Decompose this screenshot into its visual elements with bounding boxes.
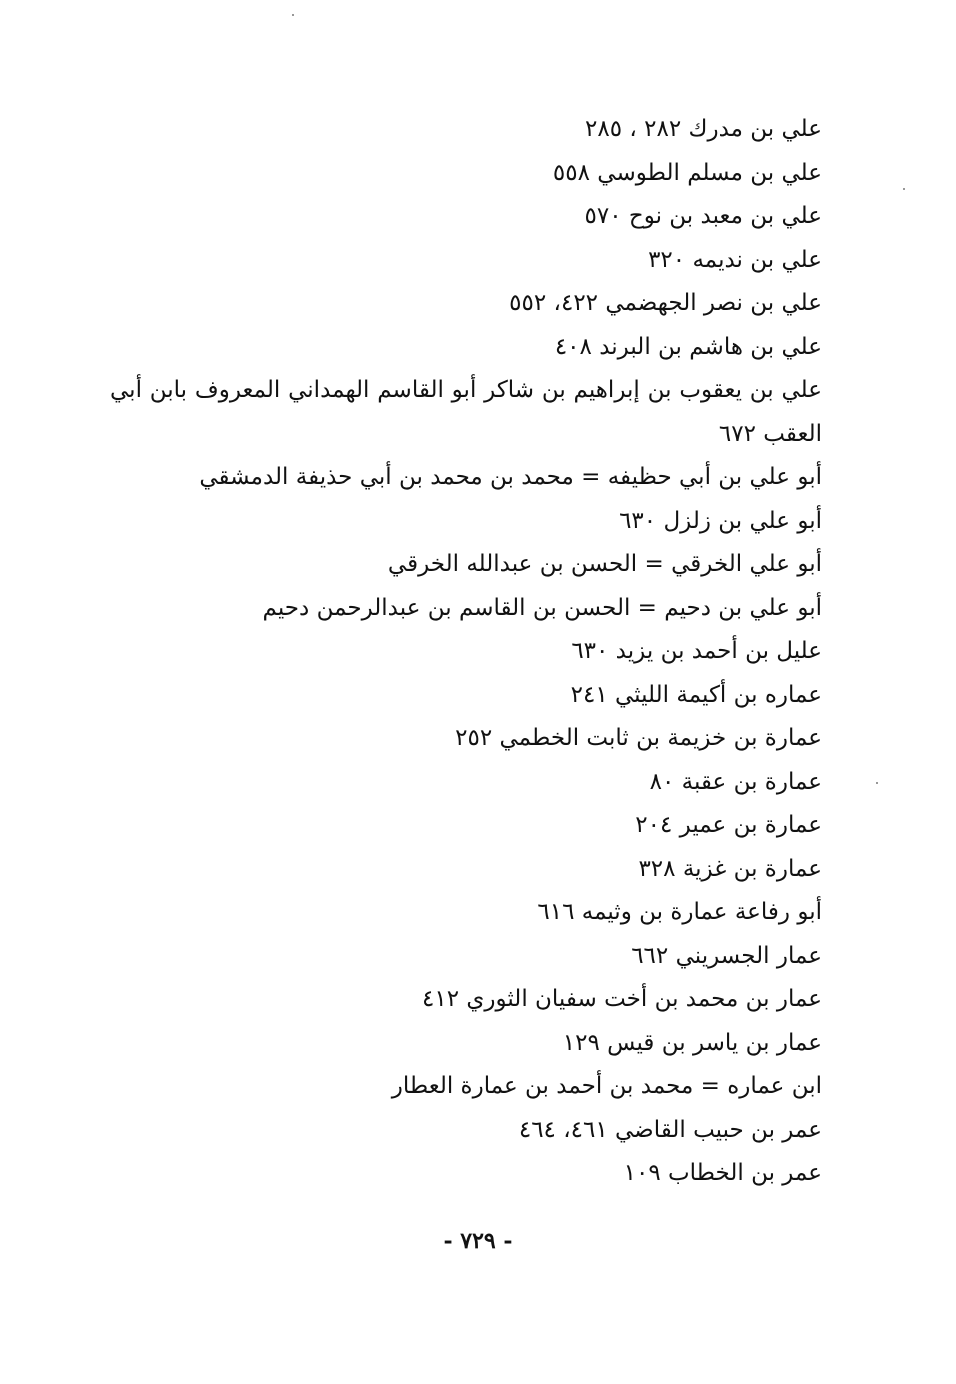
scan-speck [876, 782, 878, 784]
index-entry: أبو علي بن أبي حظيفه = محمد بن محمد بن أبي حذيفة الدمشقي [199, 464, 822, 490]
index-entry: علي بن نصر الجهضمي ٤٢٢، ٥٥٢ [509, 290, 822, 316]
index-entry: أبو علي بن دحيم = الحسن بن القاسم بن عبدالرحمن دحيم [262, 594, 822, 621]
index-entry: عمارة بن عقبة ٨٠ [649, 768, 822, 795]
index-entry-continuation: العقب ٦٧٢ [718, 420, 822, 447]
index-entry: عمارة بن خزيمة بن ثابت الخطمي ٢٥٢ [455, 725, 822, 751]
index-entry: ابن عماره = محمد بن أحمد بن عمارة العطار [391, 1073, 822, 1099]
index-entry: أبو رفاعة عمارة بن وثيمه ٦١٦ [537, 899, 822, 925]
index-entry: عليل بن أحمد بن يزيد ٦٣٠ [571, 638, 822, 664]
index-entry: علي بن معبد بن نوح ٥٧٠ [584, 203, 822, 229]
index-entry: عماره بن أكيمة الليثي ٢٤١ [570, 681, 822, 708]
index-entry: علي بن مدرك ٢٨٢ ، ٢٨٥ [585, 116, 822, 142]
index-entry: أبو علي بن زلزل ٦٣٠ [619, 507, 822, 534]
index-entry: عمار بن ياسر بن قيس ١٢٩ [562, 1029, 822, 1056]
index-entry: أبو علي الخرقي = الحسن بن عبدالله الخرقي [387, 551, 822, 577]
index-entry: علي بن هاشم بن البرند ٤٠٨ [554, 333, 822, 360]
index-entry: عمار الجسريني ٦٦٢ [631, 942, 822, 969]
index-entry-list [110, 108, 822, 1196]
index-entry: عمارة بن غزية ٣٢٨ [638, 855, 822, 882]
index-entry: عمار بن محمد بن أخت سفيان الثوري ٤١٢ [422, 986, 822, 1012]
page-number: - ٧٢٩ - [443, 1228, 513, 1254]
index-entry: عمارة بن عمير ٢٠٤ [635, 812, 822, 838]
scan-speck [292, 14, 294, 16]
index-entry: عمر بن الخطاب ١٠٩ [623, 1160, 822, 1186]
index-entry: عمر بن حبيب القاضي ٤٦١، ٤٦٤ [518, 1116, 822, 1143]
scan-speck [903, 188, 905, 190]
index-entry: علي بن نديمه ٣٢٠ [648, 246, 822, 273]
index-entry: علي بن يعقوب بن إبراهيم بن شاكر أبو القاسم الهمداني المعروف بابن أبي [110, 377, 822, 403]
index-entry: علي بن مسلم الطوسي ٥٥٨ [552, 159, 822, 186]
